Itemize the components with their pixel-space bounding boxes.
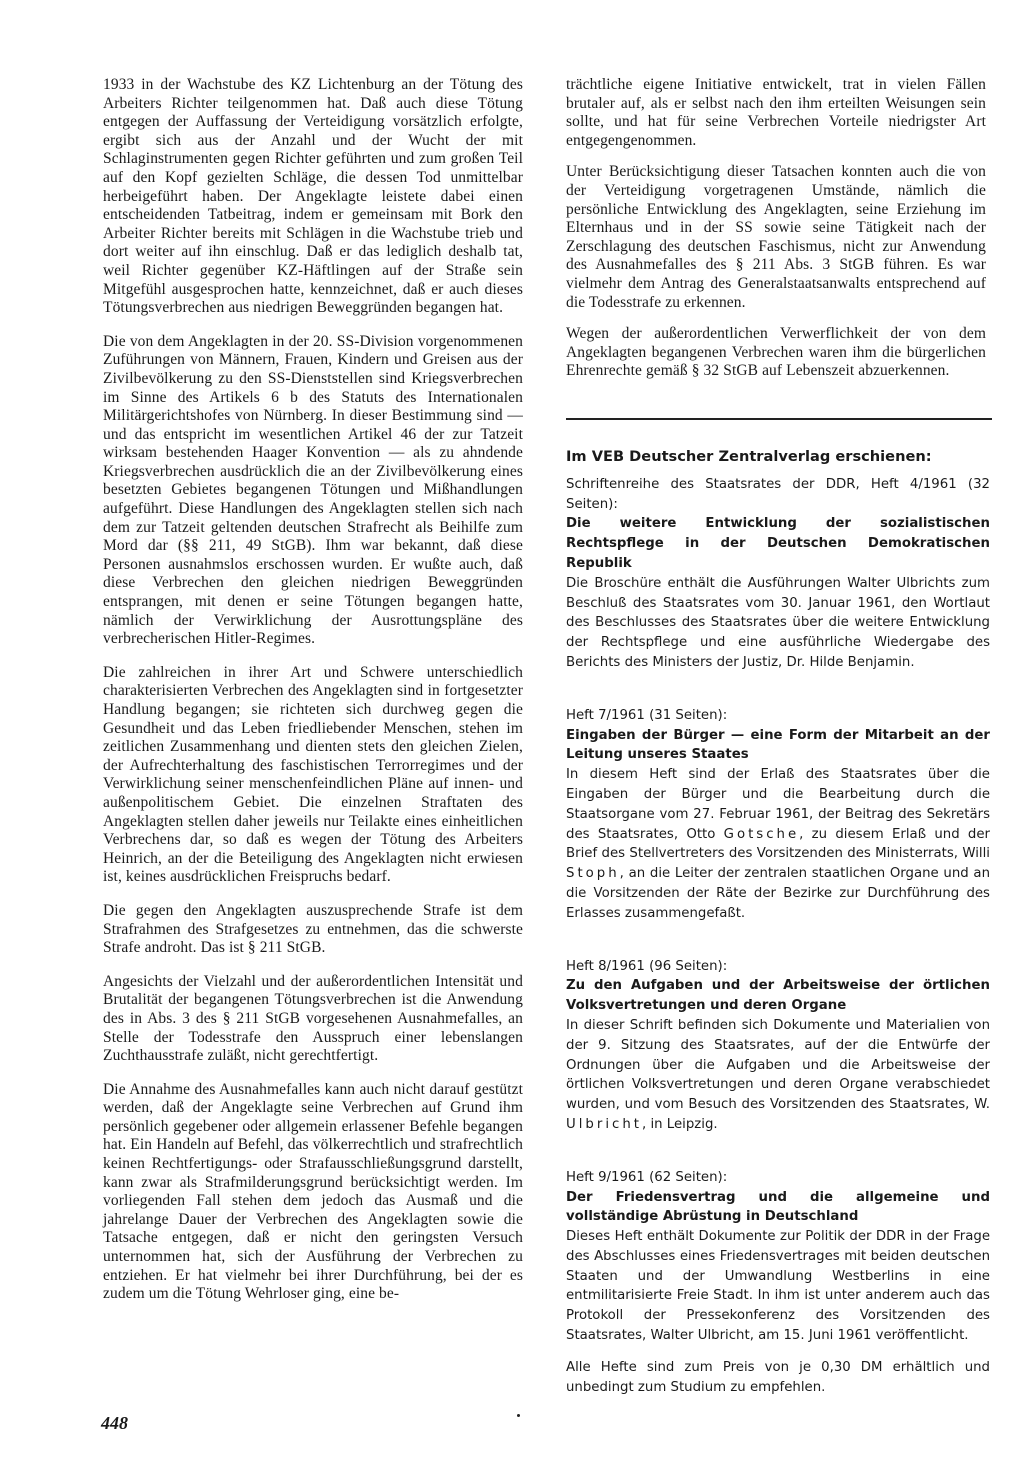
text-run: In diesem Heft sind der Erlaß des Staatsrates über die Eingaben der Bürger und die Bearbeitung durch die Staatsorgane vom 27. Februar 1961, der Beitrag des Sekretärs des Staatsrates, Otto — [566, 767, 990, 842]
paragraph: Die gegen den Angeklagten auszusprechende Strafe ist dem Strafrahmen des Strafgesetzes zu entnehmen, das die schwerste Strafe androht. Das ist § 211 StGB. — [103, 901, 523, 957]
section-divider — [566, 418, 992, 420]
publication-description — [566, 1016, 990, 1135]
publication-description: Dieses Heft enthält Dokumente zur Politik der DDR in der Frage des Abschlusses eines Friedensvertrages mit beiden deutschen Staaten und der Umwandlung Westberlins in eine entmilitarisierte Freie Stadt. In ihm ist unter anderem auch das Protokoll der Pressekonferenz des Vorsitzenden des Staatsrates, Walter Ulbricht, am 15. Juni 1961 veröffentlicht. — [566, 1229, 990, 1344]
publications-section — [566, 447, 990, 1397]
publications-heading: Im VEB Deutscher Zentralverlag erschienen: — [566, 448, 932, 465]
publication-description: Die Broschüre enthält die Ausführungen Walter Ulbrichts zum Beschluß des Staatsrates vom 30. Januar 1961, den Wortlaut des Beschlusses des Staatsrates über die weitere Entwicklung der Rechtspflege und eine ausführliche Wiedergabe des Berichts des Ministers der Justiz, Dr. Hilde Benjamin. — [566, 575, 990, 670]
text-run: , an die Leiter der zentralen staatlichen Organe und an die Vorsitzenden der Räte der Bezirke zur Durchführung des Erlasses zusammengefaßt. — [566, 866, 990, 921]
publication-item — [566, 1168, 990, 1346]
text-run: , zu diesem Erlaß und der Brief des Stellvertreters des Vorsitzenden des Ministerrats, Willi — [566, 826, 990, 862]
closing-note: Alle Hefte sind zum Preis von je 0,30 DM erhältlich und unbedingt zum Studium zu empfehlen. — [566, 1359, 990, 1395]
paragraph: Angesichts der Vielzahl und der außerordentlichen Intensität und Brutalität der begangenen Tötungsverbrechen ist die Anwendung des in Abs. 3 des § 211 StGB vorgesehenen Ausnahmefalles, an Stelle der Todesstrafe den Ausspruch einer lebenslangen Zuchthausstrafe zuläßt, nicht gerechtfertigt. — [103, 972, 523, 1065]
publication-title: Der Friedensvertrag und die allgemeine und vollständige Abrüstung in Deutschland — [566, 1189, 990, 1225]
paragraph: Unter Berücksichtigung dieser Tatsachen konnten auch die von der Verteidigung vorgetragenen Umstände, nämlich die persönliche Entwicklung des Angeklagten, seine Erziehung im Elternhaus und in der SS sowie seine Tätigkeit nach der Zerschlagung des deutschen Faschismus, nicht zur Anwendung des Ausnahmefalles des § 211 Abs. 3 StGB führen. Es war vielmehr dem Antrag des Generalstaatsanwalts entsprechend auf die Todesstrafe zu erkennen. — [566, 163, 986, 311]
spaced-name: Ulbricht — [566, 1116, 642, 1132]
publication-title: Eingaben der Bürger — eine Form der Mitarbeit an der Leitung unseres Staates — [566, 727, 990, 763]
publication-description — [566, 765, 990, 923]
publication-meta: Heft 7/1961 (31 Seiten): — [566, 707, 728, 723]
paragraph: Die von dem Angeklagten in der 20. SS-Division vorgenommenen Zuführungen von Männern, Frauen, Kindern und Greisen aus der Zivilbevölkerung zu den SS-Dienststellen sind Kriegsverbrechen im Sinne des Artikels 6 b des Statuts des Internationalen Militärgerichtshofes von Nürnberg. In dieser Bestimmung sind — und das entspricht im wesentlichen Artikel 46 der zur Tatzeit wirksam bestehenden Haager Konvention — als zu ahndende Kriegsverbrechen ausdrücklich die an der Zivilbevölkerung eines besetzten Gebietes begangenen Tötungen und Mißhandlungen aufgeführt. Diese Handlungen des Angeklagten stellen sich nach dem zur Tatzeit geltenden deutschen Strafrecht als Beihilfe zum Mord dar (§§ 211, 49 StGB). Ihm war bekannt, daß diese Personen ausnahmslos erschossen wurden. Er wußte auch, daß diese Verbrechen den gleichen niedrigen Beweggründen entsprangen, mit denen er seine Tötungen begangen hatte, nämlich der Verwirklichung der Ausrottungspläne des verbrecherischen Hitler-Regimes. — [103, 332, 523, 648]
publication-title: Die weitere Entwicklung der sozialistischen Rechtspflege in der Deutschen Demokratischen Republik — [566, 516, 990, 571]
left-column — [103, 76, 523, 1319]
publication-meta: Schriftenreihe des Staatsrates der DDR, Heft 4/1961 (32 Seiten): — [566, 476, 990, 512]
text-run: , in Leipzig. — [641, 1116, 718, 1132]
print-mark — [517, 1414, 520, 1417]
paragraph: Wegen der außerordentlichen Verwerflichkeit der von dem Angeklagten begangenen Verbrechen waren ihm die bürgerlichen Ehrenrechte gemäß § 32 StGB auf Lebenszeit abzuerkennen. — [566, 325, 986, 380]
publication-item — [566, 475, 990, 673]
paragraph: trächtliche eigene Initiative entwickelt, trat in vielen Fällen brutaler auf, als er selbst nach den ihm erteilten Weisungen sein sollte, und hat für seine Verbrechen Vorteile niedrigster Art entgegengenommen. — [566, 76, 986, 149]
paragraph: Die zahlreichen in ihrer Art und Schwere unterschiedlich charakterisierten Verbrechen des Angeklagten sind in fortgesetzter Handlung begangen; sie richteten sich durchweg gegen die Gesundheit und das Leben friedliebender Menschen, stehen im zeitlichen Zusammenhang und dienten stets den gleichen Zielen, der Aufrechterhaltung des faschistischen Terrorregimes und der Verwirklichung seiner menschenfeindlichen Pläne auf innen- und außenpolitischem Gebiet. Die einzelnen Straftaten des Angeklagten stellen daher jeweils nur Teilakte eines einheitlichen Verbrechens dar, so daß es wegen der Tötung des Arbeiters Heinrich, an der die Beteiligung des Angeklagten nicht erwiesen ist, keines ausdrücklichen Freispruchs bedarf. — [103, 663, 523, 886]
publication-meta: Heft 9/1961 (62 Seiten): — [566, 1169, 728, 1185]
spaced-name: Gotsche — [723, 826, 800, 842]
paragraph: 1933 in der Wachstube des KZ Lichtenburg an der Tötung des Arbeiters Richter teilgenommen hat. Daß auch diese Tötung entgegen der Auffassung der Verteidigung vorsätzlich erfolgte, ergibt sich aus der Anzahl und der Wucht der mit Schlaginstrumenten gegen Richter geführten und zum großen Teil auf den Kopf gezielten Schläge, die dessen Tod unmittelbar herbeigeführt haben. Der Angeklagte leistete dabei einen entscheidenden Tatbeitrag, indem er gemeinsam mit Bork den Arbeiter Richter bereits mit Schlägen in die Wachstube trieb und dort weiter auf ihn einschlug. Daß er das lediglich deshalb tat, weil Richter gegenüber KZ-Häftlingen auf der Straße sein Mitgefühl ausgesprochen hatte, kennzeichnet, daß er auch dieses Tötungsverbrechen aus niedrigen Beweggründen begangen hat. — [103, 76, 523, 317]
publication-item — [566, 957, 990, 1135]
publication-meta: Heft 8/1961 (96 Seiten): — [566, 958, 728, 974]
text-run: In dieser Schrift befinden sich Dokumente und Materialien von der 9. Sitzung des Staatsrates, auf der die Entwürfe der Ordnungen über die Aufgaben und die Arbeitsweise der örtlichen Volksvertretungen und deren Organe verabschiedet wurden, und vom Besuch des Vorsitzenden des Staatsrates, W. — [566, 1017, 990, 1113]
publication-item — [566, 706, 990, 924]
paragraph: Die Annahme des Ausnahmefalles kann auch nicht darauf gestützt werden, daß der Angeklagte seine Verbrechen auf Grund ihm persönlich gegebener oder allgemein erlassener Befehle begangen hat. Ein Handeln auf Befehl, das völkerrechtlich und strafrechtlich keinen Rechtfertigungs- oder Strafausschließungsgrund darstellt, kann zwar als Strafmilderungsgrund berücksichtigt werden. Im vorliegenden Fall stehen dem jedoch das Ausmaß und die jahrelange Dauer der Verbrechen des Angeklagten sowie die Tatsache entgegen, daß er nicht den geringsten Versuch unternommen hat, sich der Ausführung der Verbrechen zu entziehen. Er hat vielmehr bei ihrer Durchführung, bei der es zudem um die Tötung Wehrloser ging, eine be- — [103, 1080, 523, 1303]
right-column — [566, 76, 986, 394]
publication-title: Zu den Aufgaben und der Arbeitsweise der örtlichen Volksvertretungen und deren Organe — [566, 978, 990, 1014]
page-number: 448 — [101, 1413, 128, 1433]
spaced-name: Stoph — [566, 866, 620, 882]
